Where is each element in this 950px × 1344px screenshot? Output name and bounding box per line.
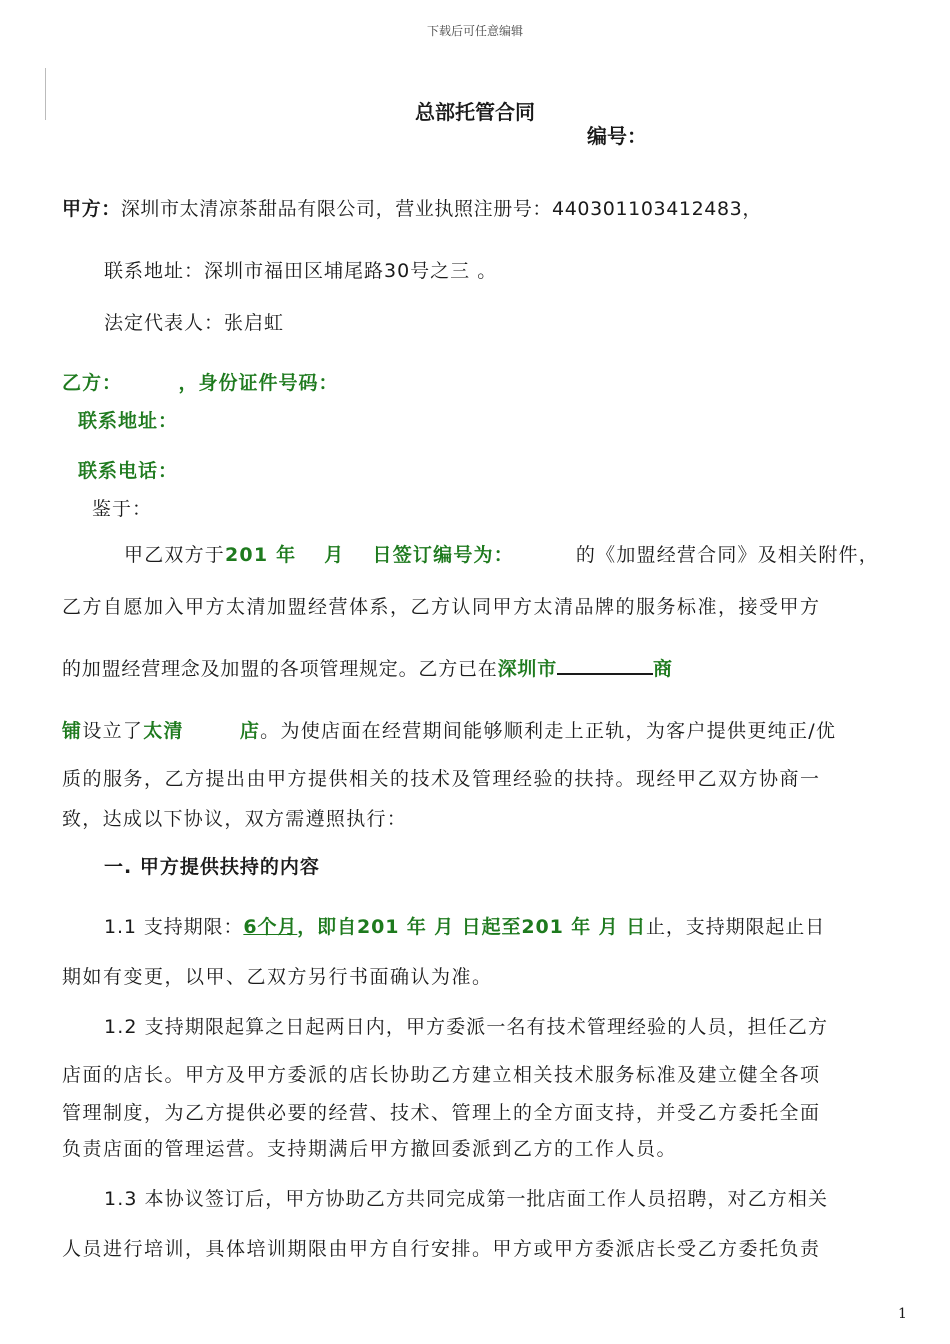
whereas-label: 鉴于： xyxy=(92,498,153,520)
preamble-city: 深圳市 xyxy=(497,658,558,680)
party-a-line xyxy=(62,194,762,221)
preamble-line-2: 乙方自愿加入甲方太清加盟经营体系，乙方认同甲方太清品牌的服务标准，接受甲方 xyxy=(62,596,821,618)
clause-date-range: ，即自201 年 月 日起至201 年 月 日 xyxy=(297,916,646,938)
preamble-brand: 太清 xyxy=(143,720,184,742)
preamble-date-blank: 201 年 月 日签订编号为： xyxy=(225,544,514,566)
clause-1-1-line-2: 期如有变更，以甲、乙双方另行书面确认为准。 xyxy=(62,966,493,988)
clause-1-1-line-1 xyxy=(104,912,825,939)
preamble-line-4 xyxy=(62,716,836,743)
party-a-label: 甲方： xyxy=(62,198,121,220)
preamble-shop: 商 xyxy=(653,658,673,680)
preamble-line-3 xyxy=(62,654,673,681)
clause-1-3-line-1: 1.3 本协议签订后，甲方协助乙方共同完成第一批店面工作人员招聘，对乙方相关 xyxy=(104,1188,829,1210)
header-note: 下载后可任意编辑 xyxy=(426,24,523,38)
clause-1-3-line-2: 人员进行培训，具体培训期限由甲方自行安排。甲方或甲方委派店长受乙方委托负责 xyxy=(62,1238,821,1260)
clause-1-2-line-3: 管理制度，为乙方提供必要的经营、技术、管理上的全方面支持，并受乙方委托全面 xyxy=(62,1102,821,1124)
preamble-store: 店 xyxy=(239,720,261,742)
party-b-address-label: 联系地址： xyxy=(78,410,179,432)
party-b-id-label: ，身份证件号码： xyxy=(178,372,339,394)
preamble-shop: 铺 xyxy=(62,720,83,742)
clause-1-2-line-1: 1.2 支持期限起算之日起两日内，甲方委派一名有技术管理经验的人员，担任乙方 xyxy=(104,1016,829,1038)
preamble-line-5: 质的服务，乙方提出由甲方提供相关的技术及管理经验的扶持。现经甲乙双方协商一 xyxy=(62,768,821,790)
preamble-text: 甲乙双方于 xyxy=(124,544,226,566)
preamble-text: 的加盟经营理念及加盟的各项管理规定。乙方已在 xyxy=(62,658,498,680)
serial-label: 编号： xyxy=(587,124,647,148)
preamble-line-1 xyxy=(124,540,879,567)
preamble-line-6: 致，达成以下协议，双方需遵照执行： xyxy=(62,808,408,830)
clause-1-2-line-4: 负责店面的管理运营。支持期满后甲方撤回委派到乙方的工作人员。 xyxy=(62,1138,678,1160)
clause-duration: 6个月 xyxy=(243,916,298,938)
page-number: 1 xyxy=(898,1306,907,1322)
clause-text: 1.1 支持期限： xyxy=(104,916,244,938)
party-b-line xyxy=(62,368,339,395)
section-1-heading: 一. 甲方提供扶持的内容 xyxy=(104,856,320,878)
preamble-text: 设立了 xyxy=(82,720,144,742)
blank-underline xyxy=(557,657,653,675)
party-a-address: 联系地址：深圳市福田区埔尾路30号之三 。 xyxy=(104,260,498,282)
clause-1-2-line-2: 店面的店长。甲方及甲方委派的店长协助乙方建立相关技术服务标准及建立健全各项 xyxy=(62,1064,821,1086)
party-a-legal-rep: 法定代表人：张启虹 xyxy=(104,312,285,334)
party-b-phone-label: 联系电话： xyxy=(78,460,179,482)
party-b-label: 乙方： xyxy=(62,372,113,394)
preamble-text: 的《加盟经营合同》及相关附件， xyxy=(575,544,879,566)
preamble-text: 。为使店面在经营期间能够顺利走上正轨，为客户提供更纯正/优 xyxy=(260,720,837,742)
clause-text: 止，支持期限起止日 xyxy=(646,916,826,938)
party-a-info: 深圳市太清凉茶甜品有限公司，营业执照注册号：440301103412483， xyxy=(120,198,762,220)
contract-title: 总部托管合同 xyxy=(415,100,535,124)
